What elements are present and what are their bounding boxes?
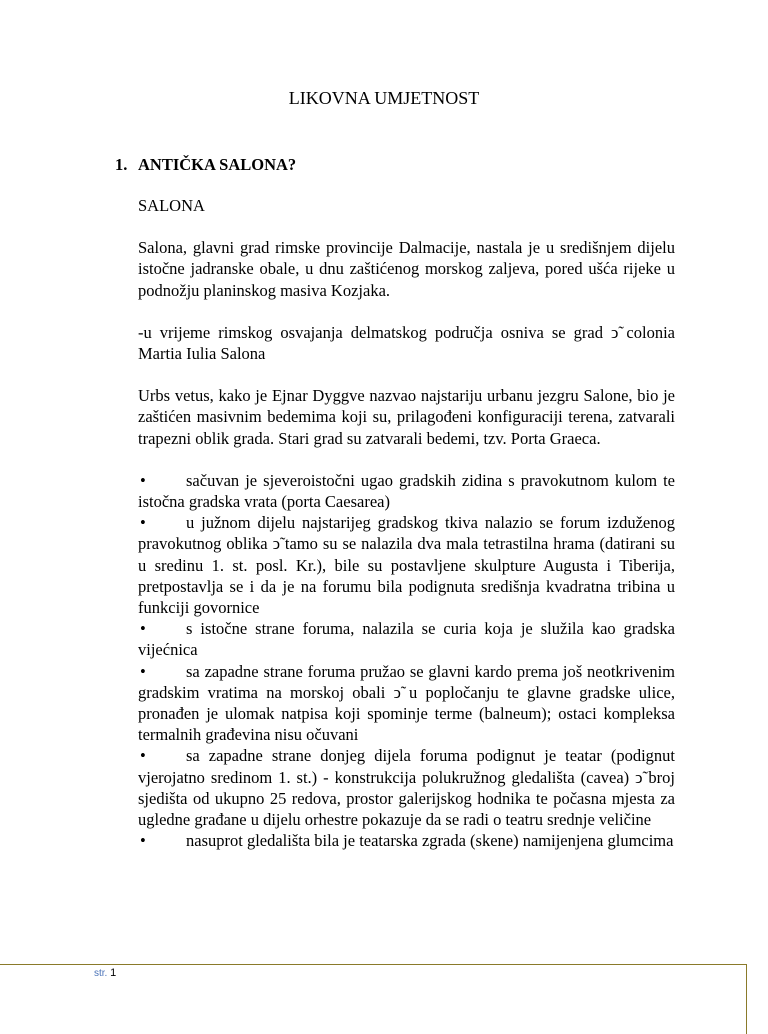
list-item xyxy=(138,745,675,830)
section-heading xyxy=(115,154,296,176)
paragraph-conquest: -u vrijeme rimskog osvajanja delmatskog područja osniva se grad ͻ̃ colonia Martia Iulia Salona xyxy=(138,322,675,364)
bullet-marker: • xyxy=(140,746,146,766)
page-number-label: str. xyxy=(94,968,108,979)
list-item xyxy=(138,618,675,660)
bullet-marker: • xyxy=(140,513,146,533)
list-item-text: u južnom dijelu najstarijeg gradskog tkiva nalazio se forum izduženog pravokutnog oblika ͻ̃ tamo su se nalazila dva mala tetrastilna hrama (datirani su u sredinu 1. st. posl. Kr.), bile su postavljene skulpture Augusta i Tiberija, pretpostavlja se i da je na forumu bila podignuta središnja kvadratna tribina u funkciji govornice xyxy=(138,513,675,618)
list-item-text: sa zapadne strane donjeg dijela foruma podignut je teatar (podignut vjerojatno sredinom 1. st.) - konstrukcija polukružnog gledališta (cavea) ͻ̃ broj sjedišta od ukupno 25 redova, prostor galerijskog hodnika te počasna mjesta za ugledne građane u dijelu orhestre pokazuje da se radi o teatru srednje veličine xyxy=(138,746,675,830)
subheading: SALONA xyxy=(138,196,205,215)
paragraph-intro: Salona, glavni grad rimske provincije Dalmacije, nastala je u središnjem dijelu istočne jadranske obale, u dnu zaštićenog morskog zaljeva, pored ušća rijeke u podnožju planinskog masiva Kozjaka. xyxy=(138,238,675,300)
list-item xyxy=(138,512,675,618)
list-item xyxy=(138,830,675,851)
bullet-marker: • xyxy=(140,661,146,681)
list-item xyxy=(138,661,675,746)
bullet-marker: • xyxy=(140,619,146,639)
page-number xyxy=(94,966,116,981)
document-body xyxy=(138,195,675,851)
list-item xyxy=(138,470,675,512)
section-number: 1. xyxy=(115,155,128,174)
page-number-value: 1 xyxy=(110,967,117,979)
bullet-marker: • xyxy=(140,470,146,490)
list-item-text: nasuprot gledališta bila je teatarska zgrada (skene) namijenjena glumcima xyxy=(186,831,674,851)
list-item-text: sa zapadne strane foruma pružao se glavni kardo prema još neotkrivenim gradskim vratima na morskoj obali ͻ̃ u popločanju te glavne gradske ulice, pronađen je ulomak natpisa koji spominje terme (balneum); ostaci kompleksa termalnih građevina nisu očuvani xyxy=(138,661,675,745)
list-item-text: sačuvan je sjeveroistočni ugao gradskih zidina s pravokutnom kulom te istočna gradska vrata (porta Caesarea) xyxy=(138,470,675,512)
section-heading-text: ANTIČKA SALONA? xyxy=(138,155,297,174)
page-title: LIKOVNA UMJETNOST xyxy=(288,88,480,108)
list-item-text: s istočne strane foruma, nalazila se curia koja je služila kao gradska vijećnica xyxy=(138,619,675,660)
bullet-marker: • xyxy=(140,831,146,851)
paragraph-urbs-vetus: Urbs vetus, kako je Ejnar Dyggve nazvao najstariju urbanu jezgru Salone, bio je zaštićen masivnim bedemima koji su, prilagođeni konfiguraciji terena, zatvarali trapezni oblik grada. Stari grad su zatvarali bedemi, tzv. Porta Graeca. xyxy=(138,386,675,448)
